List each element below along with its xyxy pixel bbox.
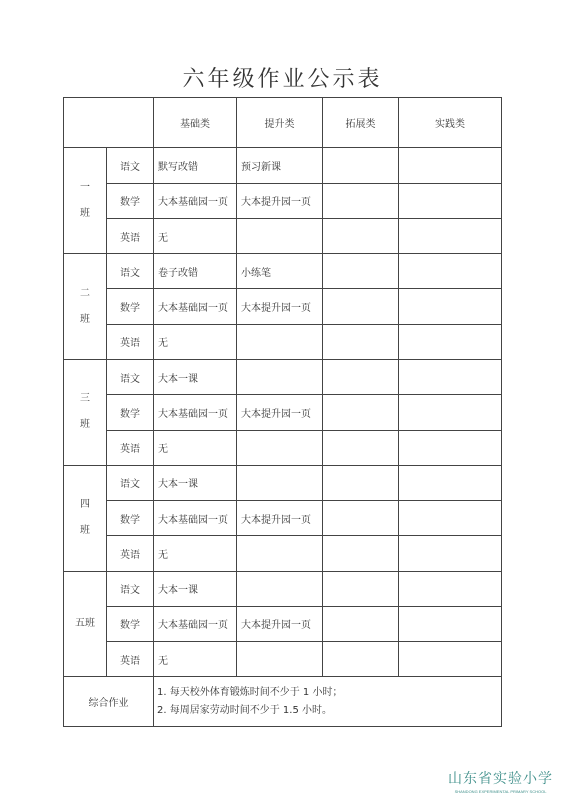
class-name-line: 班 [80, 525, 90, 537]
class-name-cell [64, 465, 107, 571]
homework-cell-extend [323, 501, 399, 536]
homework-cell-extend [323, 642, 399, 677]
table-row [64, 395, 502, 430]
table-row [64, 218, 502, 253]
table-row [64, 359, 502, 394]
header-row [64, 98, 502, 148]
class-name-line: 班 [80, 419, 90, 431]
table-row [64, 254, 502, 289]
class-name-cell [64, 359, 107, 465]
subject-cell: 数学 [107, 289, 154, 324]
homework-cell-practice [399, 289, 502, 324]
homework-cell-improve: 大本提升园一页 [237, 289, 323, 324]
table-row [64, 289, 502, 324]
homework-cell-extend [323, 218, 399, 253]
homework-cell-basic: 无 [154, 218, 237, 253]
table-row [64, 324, 502, 359]
homework-cell-extend [323, 148, 399, 183]
homework-cell-basic: 大本一课 [154, 359, 237, 394]
subject-cell: 英语 [107, 430, 154, 465]
table-row [64, 642, 502, 677]
homework-cell-practice [399, 606, 502, 641]
class-name-line: 班 [80, 207, 90, 219]
homework-cell-practice [399, 148, 502, 183]
homework-cell-improve [237, 536, 323, 571]
header-practice: 实践类 [399, 98, 502, 148]
table-row [64, 148, 502, 183]
class-name-line: 三 [80, 393, 90, 405]
homework-cell-improve: 预习新课 [237, 148, 323, 183]
summary-line: 1. 每天校外体育锻炼时间不少于 1 小时； [157, 686, 343, 698]
homework-cell-basic: 无 [154, 324, 237, 359]
homework-cell-basic: 大本基础园一页 [154, 501, 237, 536]
page-title: 六年级作业公示表 [182, 67, 383, 92]
homework-cell-practice [399, 254, 502, 289]
subject-cell: 语文 [107, 465, 154, 500]
subject-cell: 语文 [107, 571, 154, 606]
subject-cell: 英语 [107, 324, 154, 359]
homework-cell-improve: 大本提升园一页 [237, 395, 323, 430]
subject-cell: 数学 [107, 501, 154, 536]
summary-line: 2. 每周居家劳动时间不少于 1.5 小时。 [157, 704, 332, 716]
table-row [64, 465, 502, 500]
homework-cell-extend [323, 254, 399, 289]
homework-cell-practice [399, 359, 502, 394]
homework-cell-extend [323, 183, 399, 218]
table-row [64, 183, 502, 218]
subject-cell: 语文 [107, 359, 154, 394]
homework-cell-practice [399, 183, 502, 218]
homework-cell-improve [237, 218, 323, 253]
school-logo-english: SHANDONG EXPERIMENTAL PRIMARY SCHOOL [454, 789, 547, 794]
homework-cell-improve [237, 642, 323, 677]
homework-cell-extend [323, 324, 399, 359]
homework-cell-basic: 大本基础园一页 [154, 183, 237, 218]
homework-cell-improve: 大本提升园一页 [237, 501, 323, 536]
table-row [64, 430, 502, 465]
homework-cell-extend [323, 430, 399, 465]
homework-cell-extend [323, 606, 399, 641]
homework-table [63, 97, 502, 727]
subject-cell: 英语 [107, 642, 154, 677]
table-row [64, 606, 502, 641]
homework-cell-practice [399, 465, 502, 500]
homework-cell-practice [399, 642, 502, 677]
header-improve: 提升类 [237, 98, 323, 148]
header-corner-cell [64, 98, 154, 148]
homework-cell-extend [323, 359, 399, 394]
homework-cell-extend [323, 465, 399, 500]
class-name-cell [64, 571, 107, 677]
homework-cell-practice [399, 536, 502, 571]
homework-cell-improve [237, 324, 323, 359]
homework-cell-practice [399, 571, 502, 606]
subject-cell: 数学 [107, 183, 154, 218]
class-name-line: 一 [80, 181, 90, 193]
homework-cell-basic: 大本一课 [154, 571, 237, 606]
homework-cell-improve [237, 359, 323, 394]
subject-cell: 数学 [107, 395, 154, 430]
homework-cell-basic: 无 [154, 642, 237, 677]
homework-cell-improve: 大本提升园一页 [237, 183, 323, 218]
subject-cell: 数学 [107, 606, 154, 641]
homework-cell-practice [399, 430, 502, 465]
homework-cell-extend [323, 289, 399, 324]
table-row [64, 571, 502, 606]
table-row [64, 536, 502, 571]
subject-cell: 英语 [107, 536, 154, 571]
homework-cell-practice [399, 395, 502, 430]
summary-content [154, 677, 502, 727]
homework-cell-improve: 大本提升园一页 [237, 606, 323, 641]
homework-cell-basic: 大本基础园一页 [154, 395, 237, 430]
homework-cell-basic: 卷子改错 [154, 254, 237, 289]
subject-cell: 语文 [107, 148, 154, 183]
homework-table-body [64, 98, 502, 727]
table-row [64, 501, 502, 536]
homework-cell-basic: 大本基础园一页 [154, 289, 237, 324]
class-name-line: 二 [80, 287, 90, 299]
homework-cell-basic: 无 [154, 536, 237, 571]
class-name-line: 班 [80, 313, 90, 325]
header-extend: 拓展类 [323, 98, 399, 148]
school-logo-name: 山东省实验小学 [448, 771, 553, 787]
homework-cell-extend [323, 571, 399, 606]
summary-label: 综合作业 [64, 677, 154, 727]
class-name-line: 五班 [75, 617, 95, 629]
class-name-line: 四 [80, 499, 90, 511]
homework-cell-basic: 大本基础园一页 [154, 606, 237, 641]
homework-cell-extend [323, 536, 399, 571]
homework-cell-practice [399, 501, 502, 536]
homework-cell-basic: 无 [154, 430, 237, 465]
class-name-cell [64, 254, 107, 360]
homework-cell-improve [237, 571, 323, 606]
homework-cell-basic: 大本一课 [154, 465, 237, 500]
homework-cell-extend [323, 395, 399, 430]
homework-cell-practice [399, 218, 502, 253]
homework-cell-improve: 小练笔 [237, 254, 323, 289]
summary-row [64, 677, 502, 727]
subject-cell: 英语 [107, 218, 154, 253]
homework-cell-improve [237, 430, 323, 465]
class-name-cell [64, 148, 107, 254]
homework-cell-basic: 默写改错 [154, 148, 237, 183]
subject-cell: 语文 [107, 254, 154, 289]
school-logo [448, 768, 553, 794]
header-basic: 基础类 [154, 98, 237, 148]
homework-cell-practice [399, 324, 502, 359]
homework-cell-improve [237, 465, 323, 500]
